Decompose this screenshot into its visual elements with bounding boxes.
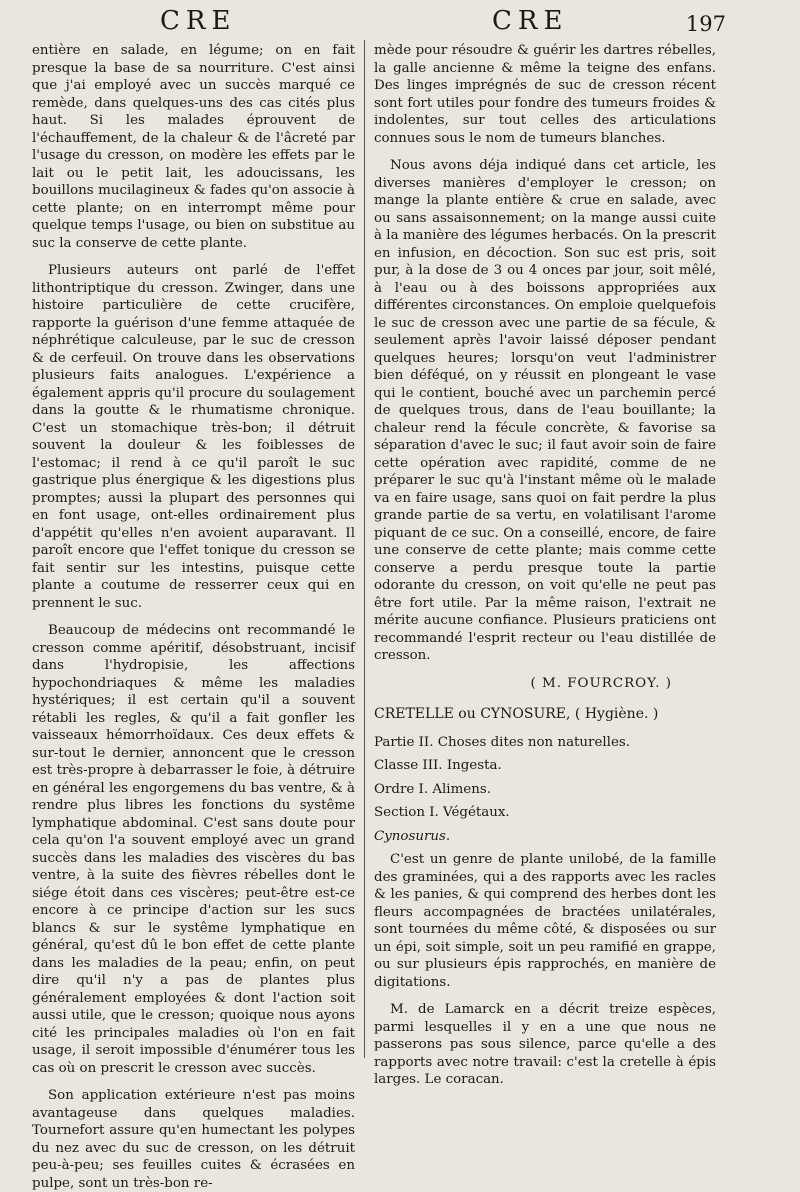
- column-divider: [364, 40, 365, 1058]
- author-signature: ( M. FOURCROY. ): [530, 675, 672, 691]
- right-paragraph-3: C'est un genre de plante unilobé, de la famille des graminées, qui a des rapports avec les racles & les panies, & qui comprend des herbes dont les fleurs accompagnées de bractées unilatérales, sont tournées du même côté, & disposées ou sur un épi, soit simple, soit un peu ramifié en grappe, ou sur plusieurs épis rapprochés, en manière de digitations.: [374, 852, 716, 990]
- right-column: [374, 42, 716, 1087]
- running-head-left: CRE: [160, 6, 237, 36]
- left-column: [32, 42, 355, 1191]
- right-paragraph-2: Nous avons déja indiqué dans cet article, les diverses manières d'employer le cresson; on mange la plante entière & crue en salade, avec ou sans assaisonnement; on la mange aussi cuite à la manière des légumes herbacés. On la prescrit en infusion, en décoction. Son suc est pris, soit pur, à la dose de 3 ou 4 onces par jour, soit mêlé, à l'eau ou à des boissons appropriées aux différentes circonstances. On emploie quelquefois le suc de cresson avec une partie de sa fécule, & seulement après l'avoir laissé déposer pendant quelques heures; lorsqu'on veut l'administrer bien déféqué, on y réussit en plongeant le vase qui le contient, bouché avec un parchemin percé de quelques trous, dans de l'eau bouillante; la chaleur rend la fécule concrète, & favorise sa séparation d'avec le suc; il faut avoir soin de faire cette opération avec rapidité, comme de ne préparer le suc qu'à l'instant même où le malade va en faire usage, sans quoi on fait perdre la plus grande partie de sa vertu, en volatilisant l'arome piquant de ce suc. On a conseillé, encore, de faire une conserve de cette plante; mais comme cette conserve a perdu presque toute la partie odorante du cresson, on voit qu'elle ne peut pas être fort utile. Par la même raison, l'extrait ne mérite aucune confiance. Plusieurs praticiens ont recommandé l'esprit recteur ou l'eau distillée de cresson.: [374, 158, 716, 663]
- left-paragraph-3: Beaucoup de médecins ont recommandé le cresson comme apéritif, désobstruant, incisif dans l'hydropisie, les affections hypochondriaques & même les maladies hystériques; il est certain qu'il a souvent rétabli les regles, & qu'il a fait gonfler les vaisseaux hémorrhoïdaux. Ces deux effets & sur-tout le dernier, annoncent que le cresson est très-propre à debarrasser le foie, à détruire en général les engorgemens du bas ventre, & à rendre plus libres les fonctions du systême lymphatique abdominal. C'est sans doute pour cela qu'on l'a souvent employé avec un grand succès dans les maladies des viscères du bas ventre, à la suite des fièvres rébelles dont le siége étoit dans ces viscères; peut-être est-ce encore à ce principe d'action sur les sucs blancs & sur le systême lymphatique en général, qu'est dû le bon effet de cette plante dans les maladies de la peau; enfin, on peut dire qu'il n'y a pas de plantes plus généralement employées & dont l'action soit aussi utile, que le cresson; quoique nous ayons cité les principales maladies où l'on en fait usage, il seroit impossible d'énumérer tous les cas où on prescrit le cresson avec succès.: [32, 623, 355, 1076]
- left-paragraph-1: entière en salade, en légume; on en fait presque la base de sa nourriture. C'est ainsi que j'ai employé avec un succès marqué ce remède, dans quelques-uns des cas cités plus haut. Si les malades éprouvent de l'échauffement, de la chaleur & de l'âcreté par l'usage du cresson, on modère les effets par le lait ou le petit lait, les adoucissans, les bouillons mucilagineux & fades qu'on associe à cette plante; on en interrompt même pour quelque temps l'usage, ou bien on substitue au suc la conserve de cette plante.: [32, 43, 355, 251]
- right-paragraph-4: M. de Lamarck en a décrit treize espèces, parmi lesquelles il y en a une que nous ne passerons pas sous silence, parce qu'elle a des rapports avec notre travail: c'est la cretelle à épis larges. Le coracan.: [374, 1002, 716, 1087]
- right-paragraph-1: mède pour résoudre & guérir les dartres rébelles, la galle ancienne & même la teigne des enfans. Des linges imprégnés de suc de cresson récent sont fort utiles pour fondre des tumeurs froides & indolentes, sur tout celles des articulations connues sous le nom de tumeurs blanches.: [374, 43, 716, 146]
- classification-line: Ordre I. Alimens.: [374, 781, 491, 797]
- genus-name: Cynosurus.: [374, 828, 451, 844]
- classification-line: Classe III. Ingesta.: [374, 758, 502, 773]
- left-paragraph-2: Plusieurs auteurs ont parlé de l'effet lithontriptique du cresson. Zwinger, dans une histoire particulière de cette crucifère, rapporte la guérison d'une femme attaquée de néphrétique calculeuse, par le suc de cresson & de cerfeuil. On trouve dans les observations plusieurs faits analogues. L'expérience a également appris qu'il procure du soulagement dans la goutte & le rhumatisme chronique. C'est un stomachique très-bon; il détruit souvent la douleur & les foiblesses de l'estomac; il rend à ce qu'il paroît le suc gastrique plus énergique & les digestions plus promptes; aussi la plupart des personnes qui en font usage, ont-elles ordinairement plus d'appétit qu'elles n'en avoient auparavant. Il paroît encore que l'effet tonique du cresson se fait sentir sur les intestins, puisque cette plante a coutume de resserrer ceux qui en prennent le suc.: [32, 263, 355, 611]
- left-paragraph-4: Son application extérieure n'est pas moins avantageuse dans quelques maladies. Tournefort assure qu'en humectant les polypes du nez avec du suc de cresson, on les détruit peu-à-peu; ses feuilles cuites & écrasées en pulpe, sont un très-bon re-: [32, 1088, 355, 1191]
- running-head-center: CRE: [492, 6, 569, 36]
- classification-line: Section I. Végétaux.: [374, 805, 510, 820]
- entry-title: CRETELLE ou CYNOSURE, ( Hygiène. ): [374, 706, 659, 722]
- page-number: 197: [685, 12, 726, 36]
- classification-line: Partie II. Choses dites non naturelles.: [374, 734, 630, 750]
